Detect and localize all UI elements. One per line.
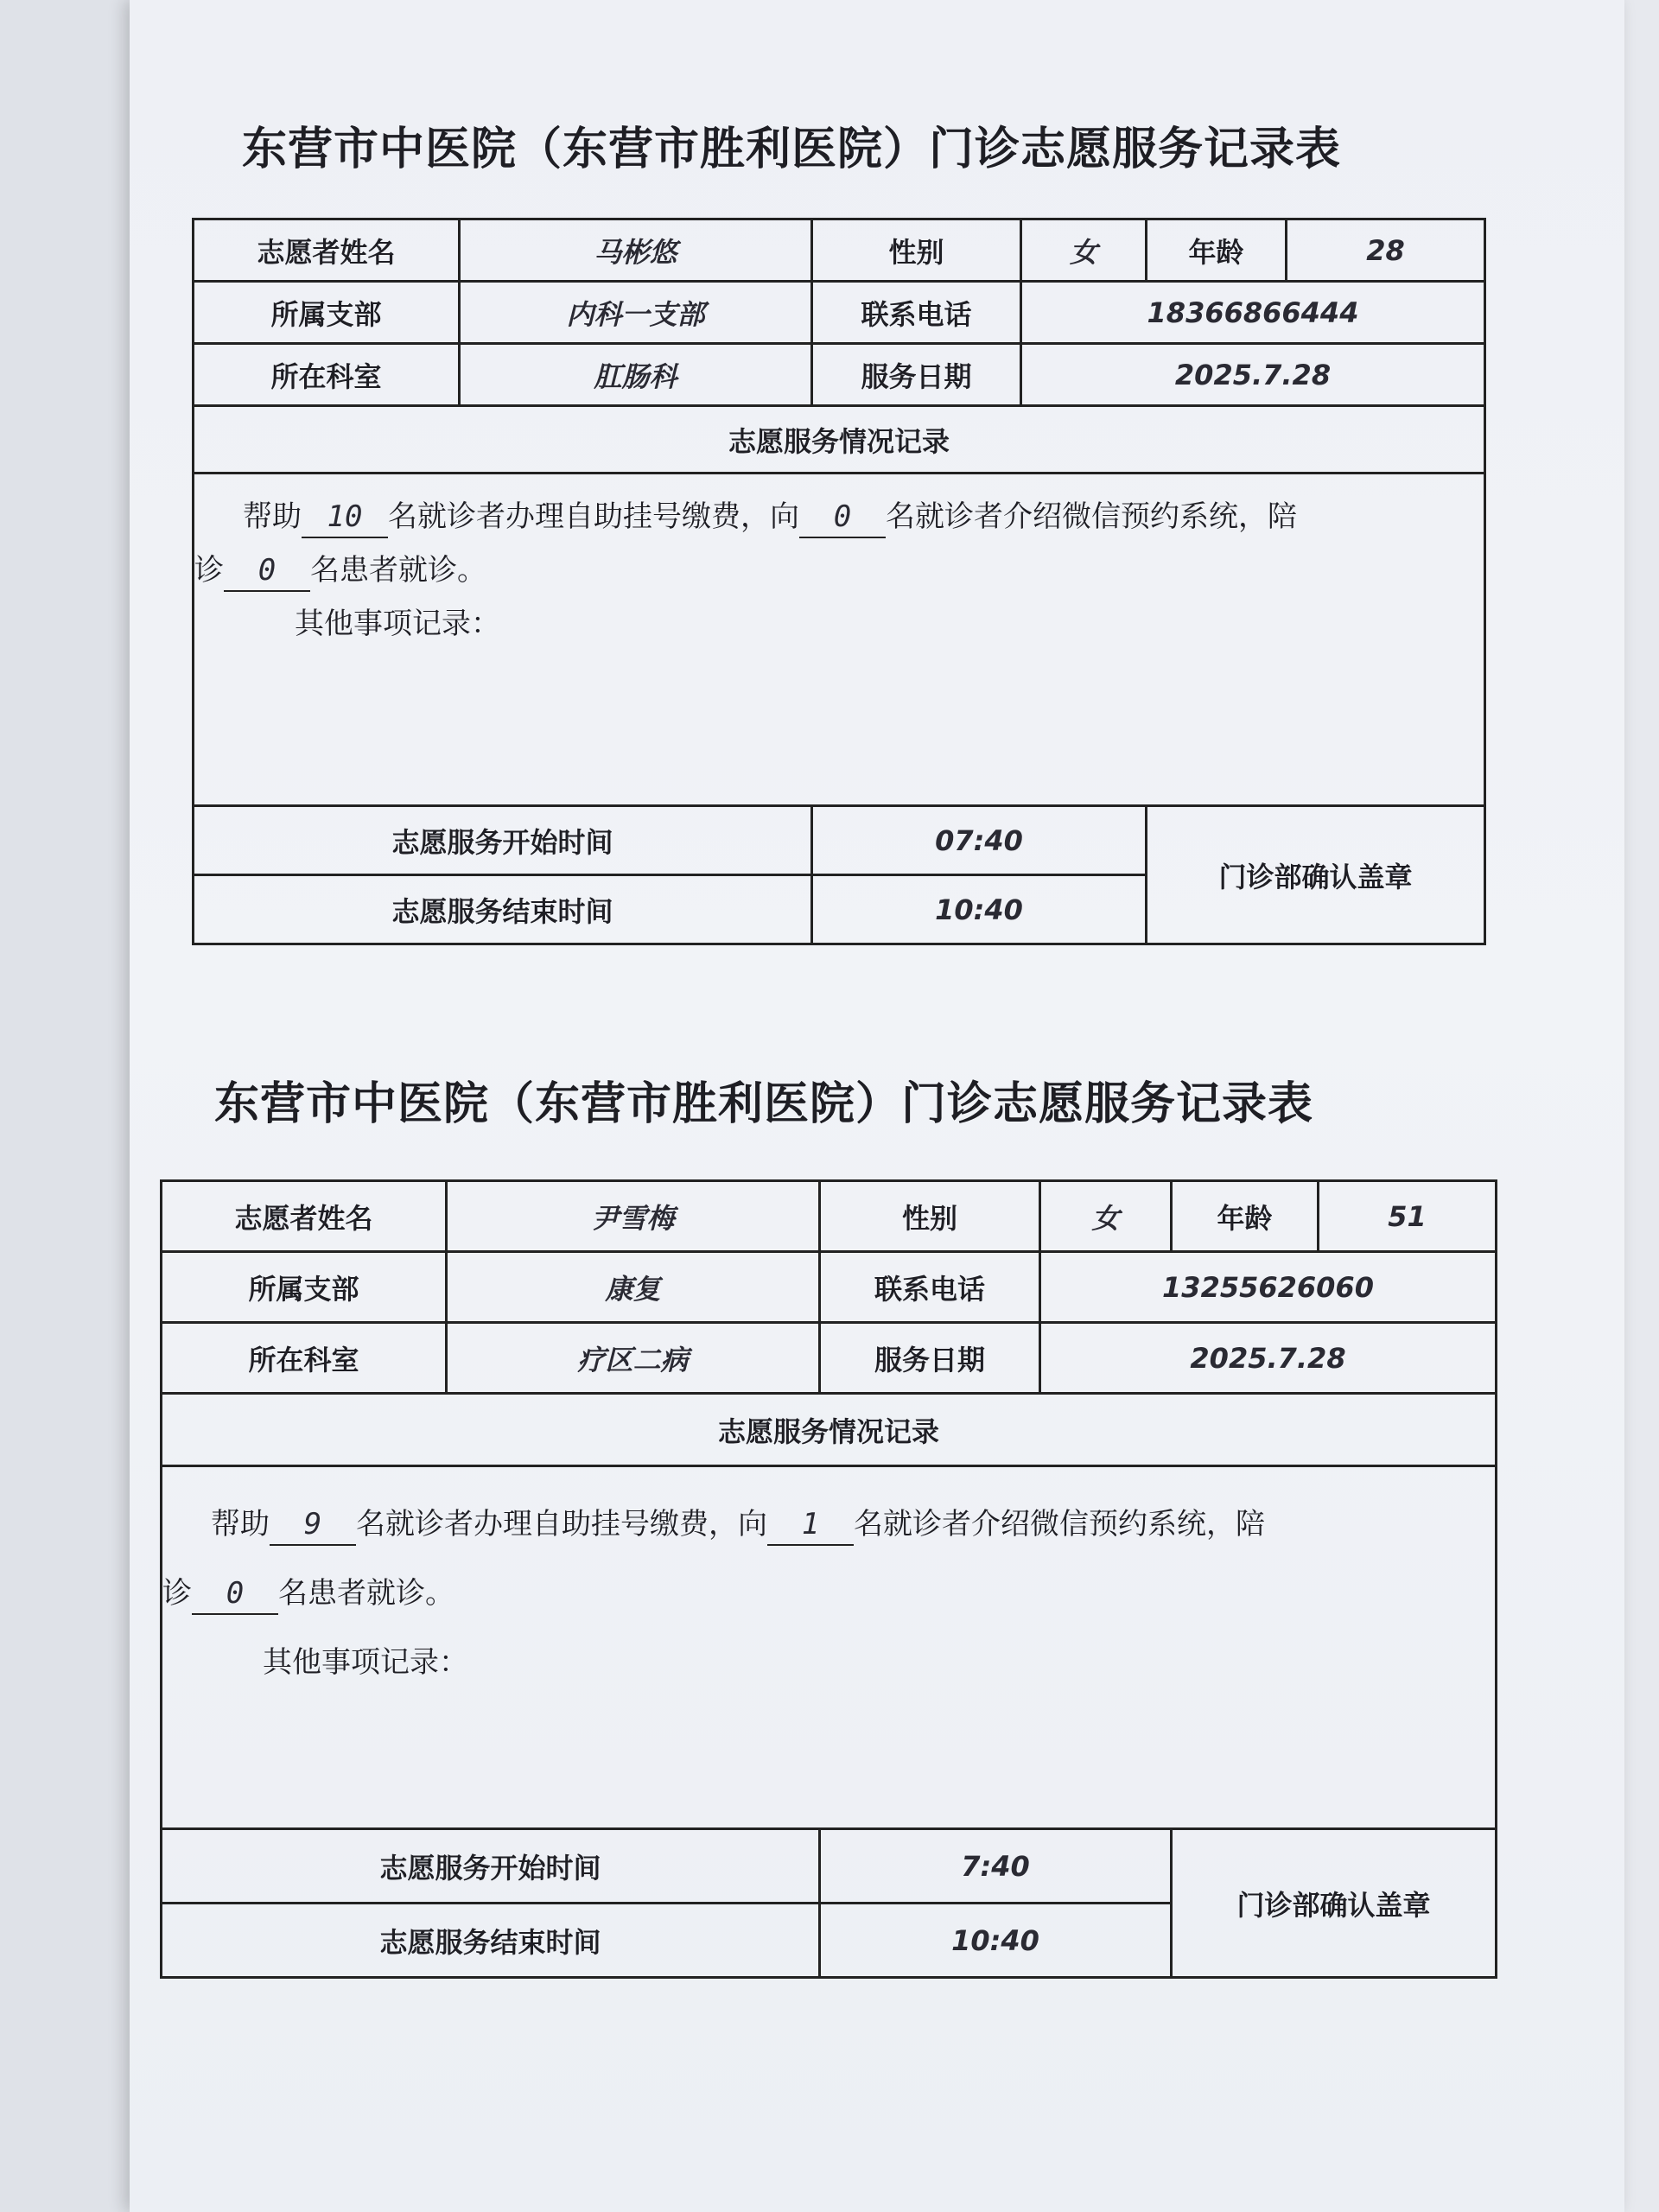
start-time-value: 07:40 (812, 806, 1147, 875)
name-value: 马彬悠 (460, 219, 812, 282)
other-items-label: 其他事项记录： (263, 1645, 468, 1680)
volunteer-record-table (192, 218, 1486, 945)
branch-label: 所属支部 (162, 1252, 447, 1323)
start-time-value: 7:40 (820, 1829, 1172, 1904)
phone-value: 18366866444 (1021, 282, 1485, 344)
record-line: 帮助 10 名就诊者办理自助挂号缴费，向 0 名就诊者介绍微信预约系统，陪 诊 0 名患者就诊。 (243, 499, 1297, 588)
age-label: 年龄 (1147, 219, 1287, 282)
gender-label: 性别 (820, 1181, 1040, 1252)
branch-value: 康复 (447, 1252, 820, 1323)
section-heading: 志愿服务情况记录 (194, 406, 1485, 474)
branch-label: 所属支部 (194, 282, 460, 344)
phone-label: 联系电话 (812, 282, 1021, 344)
dept-value: 疗区二病 (447, 1323, 820, 1394)
phone-value: 13255626060 (1040, 1252, 1497, 1323)
name-label: 志愿者姓名 (194, 219, 460, 282)
start-time-label: 志愿服务开始时间 (162, 1829, 820, 1904)
dept-value: 肛肠科 (460, 344, 812, 406)
dept-label: 所在科室 (194, 344, 460, 406)
phone-label: 联系电话 (820, 1252, 1040, 1323)
end-time-value: 10:40 (812, 875, 1147, 944)
help-count: 10 (302, 497, 388, 538)
date-label: 服务日期 (820, 1323, 1040, 1394)
help-count: 9 (270, 1504, 356, 1546)
record-line: 帮助 9 名就诊者办理自助挂号缴费，向 1 名就诊者介绍微信预约系统，陪 诊 0 名患者就诊。 (211, 1507, 1265, 1611)
gender-label: 性别 (812, 219, 1021, 282)
age-value: 51 (1319, 1181, 1497, 1252)
age-value: 28 (1287, 219, 1485, 282)
date-label: 服务日期 (812, 344, 1021, 406)
date-value: 2025.7.28 (1040, 1323, 1497, 1394)
start-time-label: 志愿服务开始时间 (194, 806, 812, 875)
service-record-body (194, 474, 1485, 806)
stamp-label: 门诊部确认盖章 (1147, 806, 1485, 944)
notebook-left-page (0, 0, 131, 2212)
name-value: 尹雪梅 (447, 1181, 820, 1252)
name-label: 志愿者姓名 (162, 1181, 447, 1252)
branch-value: 内科一支部 (460, 282, 812, 344)
form-title: 东营市中医院（东营市胜利医院）门诊志愿服务记录表 (214, 1077, 1314, 1130)
gender-value: 女 (1040, 1181, 1172, 1252)
date-value: 2025.7.28 (1021, 344, 1485, 406)
section-heading: 志愿服务情况记录 (162, 1394, 1497, 1466)
age-label: 年龄 (1172, 1181, 1319, 1252)
escort-count: 0 (224, 550, 310, 592)
other-items-label: 其他事项记录： (295, 607, 500, 641)
form-page (130, 0, 1624, 2212)
end-time-value: 10:40 (820, 1904, 1172, 1978)
volunteer-record-table (160, 1179, 1497, 1979)
wechat-count: 0 (799, 497, 886, 538)
wechat-count: 1 (767, 1504, 854, 1546)
end-time-label: 志愿服务结束时间 (162, 1904, 820, 1978)
end-time-label: 志愿服务结束时间 (194, 875, 812, 944)
stamp-label: 门诊部确认盖章 (1172, 1829, 1497, 1978)
dept-label: 所在科室 (162, 1323, 447, 1394)
gender-value: 女 (1021, 219, 1147, 282)
escort-count: 0 (192, 1573, 278, 1615)
form-title: 东营市中医院（东营市胜利医院）门诊志愿服务记录表 (242, 123, 1342, 175)
service-record-body (162, 1466, 1497, 1829)
